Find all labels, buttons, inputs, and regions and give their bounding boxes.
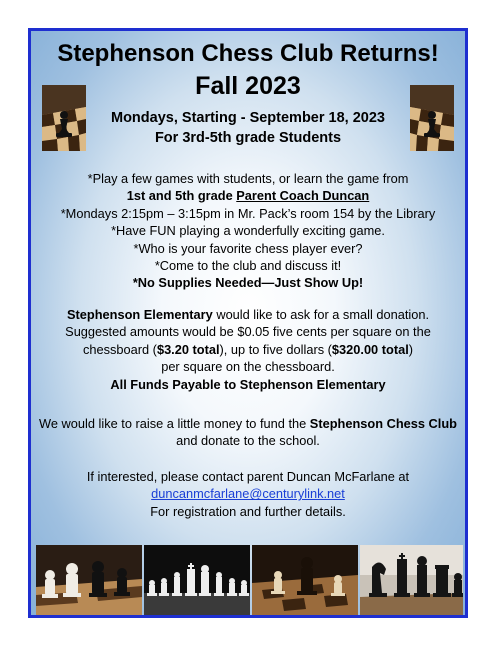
contact-paragraph [37, 468, 459, 520]
donation-text: ), up to five dollars ( [219, 341, 332, 357]
detail-line [37, 187, 459, 204]
fundraise-line [37, 415, 459, 432]
contact-email-link[interactable]: duncanmcfarlane@centurylink.net [151, 486, 345, 502]
contact-line: If interested, please contact parent Duncan McFarlane at [86, 469, 410, 484]
chess-club-flyer [28, 28, 468, 618]
flyer-title: Stephenson Chess Club Returns! [57, 40, 439, 67]
contact-line: For registration and further details. [150, 503, 346, 519]
detail-line: *Play a few games with students, or learn the game from [87, 171, 409, 186]
coach-prefix: 1st and 5th grade [126, 188, 237, 204]
flyer-audience: For 3rd-5th grade Students [154, 130, 342, 146]
detail-line: *Who is your favorite chess player ever? [133, 240, 363, 256]
payable-line: All Funds Payable to Stephenson Elementary [110, 376, 386, 392]
donation-text: chessboard ( [82, 341, 157, 357]
chess-photo-strip [36, 545, 463, 615]
amount-min: $3.20 total [156, 341, 220, 357]
coach-name: Parent Coach Duncan [236, 188, 370, 204]
detail-line: *Come to the club and discuss it! [154, 258, 342, 274]
donation-text: ) [408, 341, 414, 357]
detail-line: *Have FUN playing a wonderfully exciting game. [111, 223, 385, 239]
fundraise-text: We would like to raise a little money to fund the [39, 416, 310, 431]
club-name: Stephenson Chess Club [309, 416, 457, 431]
flyer-title-season: Fall 2023 [195, 72, 301, 100]
fundraise-line: and donate to the school. [176, 433, 320, 449]
details-paragraph [37, 170, 459, 292]
donation-line: per square on the chessboard. [161, 359, 335, 375]
donation-paragraph [37, 306, 459, 393]
donation-text: would like to ask for a small donation. [212, 307, 430, 322]
fundraise-paragraph [37, 415, 459, 450]
flyer-schedule: Mondays, Starting - September 18, 2023 [111, 110, 385, 126]
chess-pieces-photo-1 [36, 545, 142, 615]
donation-line [37, 306, 459, 323]
donation-line: Suggested amounts would be $0.05 five cents per square on the [65, 324, 431, 340]
chess-pieces-photo-3 [252, 545, 358, 615]
detail-line: *Mondays 2:15pm – 3:15pm in Mr. Pack’s room 154 by the Library [60, 205, 436, 221]
chess-pieces-photo-2 [144, 545, 250, 615]
amount-max: $320.00 total [331, 341, 409, 357]
donation-line [37, 341, 459, 358]
chess-pieces-photo-4 [360, 545, 463, 615]
contact-email-line [37, 485, 459, 502]
detail-line: *No Supplies Needed—Just Show Up! [132, 275, 364, 291]
school-name: Stephenson Elementary [66, 307, 213, 322]
